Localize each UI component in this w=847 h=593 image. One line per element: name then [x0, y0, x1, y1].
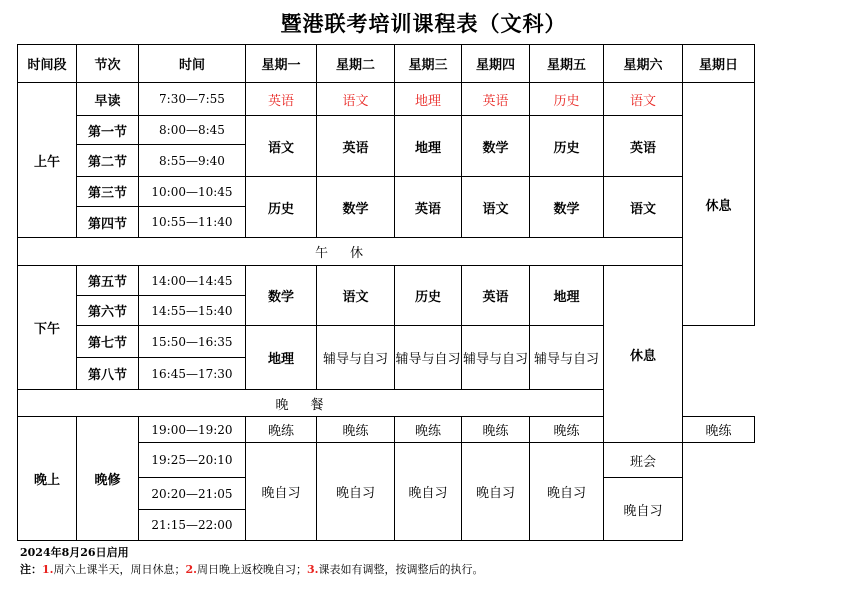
class-cell: 语文 [317, 266, 395, 326]
class-cell: 辅导与自习 [530, 326, 604, 390]
class-cell: 晚练 [246, 417, 317, 443]
note-text: 周六上课半天，周日休息； [53, 563, 186, 576]
period-label: 晚修 [77, 417, 139, 541]
class-cell: 英语 [246, 83, 317, 116]
segment-eve: 晚上 [18, 417, 77, 541]
time-cell: 8:00—8:45 [139, 116, 246, 145]
class-cell: 历史 [395, 266, 462, 326]
class-cell: 数学 [317, 177, 395, 238]
class-cell: 晚练 [462, 417, 530, 443]
class-cell: 历史 [530, 116, 604, 177]
noon-break: 午休 [18, 238, 683, 266]
header-row [18, 45, 755, 83]
time-cell: 20:20—21:05 [139, 478, 246, 510]
page-title: 暨港联考培训课程表（文科） [280, 12, 567, 36]
saturday-rest: 休息 [604, 266, 683, 443]
header-cell: 节次 [77, 45, 139, 83]
class-cell: 数学 [530, 177, 604, 238]
header-cell: 星期二 [317, 45, 395, 83]
header-cell: 星期五 [530, 45, 604, 83]
class-cell: 语文 [317, 83, 395, 116]
time-cell: 8:55—9:40 [139, 145, 246, 177]
period-label: 第一节 [77, 116, 139, 145]
table-row [18, 177, 755, 207]
period-label: 第六节 [77, 296, 139, 326]
class-cell: 英语 [462, 266, 530, 326]
table-row [18, 238, 755, 266]
note-number: 3. [306, 563, 319, 576]
time-cell: 7:30—7:55 [139, 83, 246, 116]
class-cell: 历史 [530, 83, 604, 116]
header-cell: 星期一 [246, 45, 317, 83]
period-label: 第八节 [77, 358, 139, 390]
class-cell: 语文 [246, 116, 317, 177]
start-date: 2024年8月26日启用 [20, 546, 129, 559]
class-cell: 晚自习 [530, 443, 604, 541]
class-cell: 语文 [462, 177, 530, 238]
class-cell: 数学 [246, 266, 317, 326]
class-cell: 英语 [317, 116, 395, 177]
time-cell: 19:00—19:20 [139, 417, 246, 443]
class-cell: 晚自习 [317, 443, 395, 541]
segment-pm: 下午 [18, 266, 77, 390]
class-cell: 晚练 [395, 417, 462, 443]
class-cell: 英语 [604, 116, 683, 177]
time-cell: 16:45—17:30 [139, 358, 246, 390]
table-row [18, 83, 755, 116]
period-label: 早读 [77, 83, 139, 116]
class-cell: 数学 [462, 116, 530, 177]
header-cell: 星期三 [395, 45, 462, 83]
dinner-break: 晚餐 [18, 390, 604, 417]
table-row [18, 116, 755, 145]
footer-notes [20, 561, 483, 577]
header-cell: 时间段 [18, 45, 77, 83]
time-cell: 19:25—20:10 [139, 443, 246, 478]
class-cell: 晚自习 [395, 443, 462, 541]
header-cell: 星期日 [683, 45, 755, 83]
sunday-class-meeting: 班会 [604, 443, 683, 478]
sunday-practice: 晚练 [683, 417, 755, 443]
class-cell: 辅导与自习 [395, 326, 462, 390]
class-cell: 地理 [246, 326, 317, 390]
note-text: 课表如有调整，按调整后的执行。 [318, 563, 484, 576]
class-cell: 英语 [395, 177, 462, 238]
period-label: 第七节 [77, 326, 139, 358]
class-cell: 英语 [462, 83, 530, 116]
time-cell: 15:50—16:35 [139, 326, 246, 358]
time-cell: 21:15—22:00 [139, 510, 246, 541]
period-label: 第五节 [77, 266, 139, 296]
sunday-rest: 休息 [683, 83, 755, 326]
class-cell: 语文 [604, 83, 683, 116]
class-cell: 历史 [246, 177, 317, 238]
segment-am: 上午 [18, 83, 77, 238]
class-cell: 地理 [395, 83, 462, 116]
header-cell: 时间 [139, 45, 246, 83]
sunday-study: 晚自习 [604, 478, 683, 541]
class-cell: 语文 [604, 177, 683, 238]
class-cell: 晚自习 [462, 443, 530, 541]
time-cell: 10:00—10:45 [139, 177, 246, 207]
class-cell: 地理 [395, 116, 462, 177]
class-cell: 晚练 [530, 417, 604, 443]
header-cell: 星期四 [462, 45, 530, 83]
header-cell: 星期六 [604, 45, 683, 83]
class-cell: 辅导与自习 [462, 326, 530, 390]
time-cell: 14:55—15:40 [139, 296, 246, 326]
note-text: 周日晚上返校晚自习； [196, 563, 307, 576]
period-label: 第二节 [77, 145, 139, 177]
class-cell: 地理 [530, 266, 604, 326]
schedule-table [17, 44, 755, 541]
time-cell: 10:55—11:40 [139, 207, 246, 238]
note-number: 2. [185, 563, 197, 576]
class-cell: 辅导与自习 [317, 326, 395, 390]
note-label: 注： [20, 563, 42, 576]
table-row [18, 266, 755, 296]
time-cell: 14:00—14:45 [139, 266, 246, 296]
class-cell: 晚自习 [246, 443, 317, 541]
period-label: 第四节 [77, 207, 139, 238]
note-number: 1. [42, 563, 54, 576]
class-cell: 晚练 [317, 417, 395, 443]
period-label: 第三节 [77, 177, 139, 207]
